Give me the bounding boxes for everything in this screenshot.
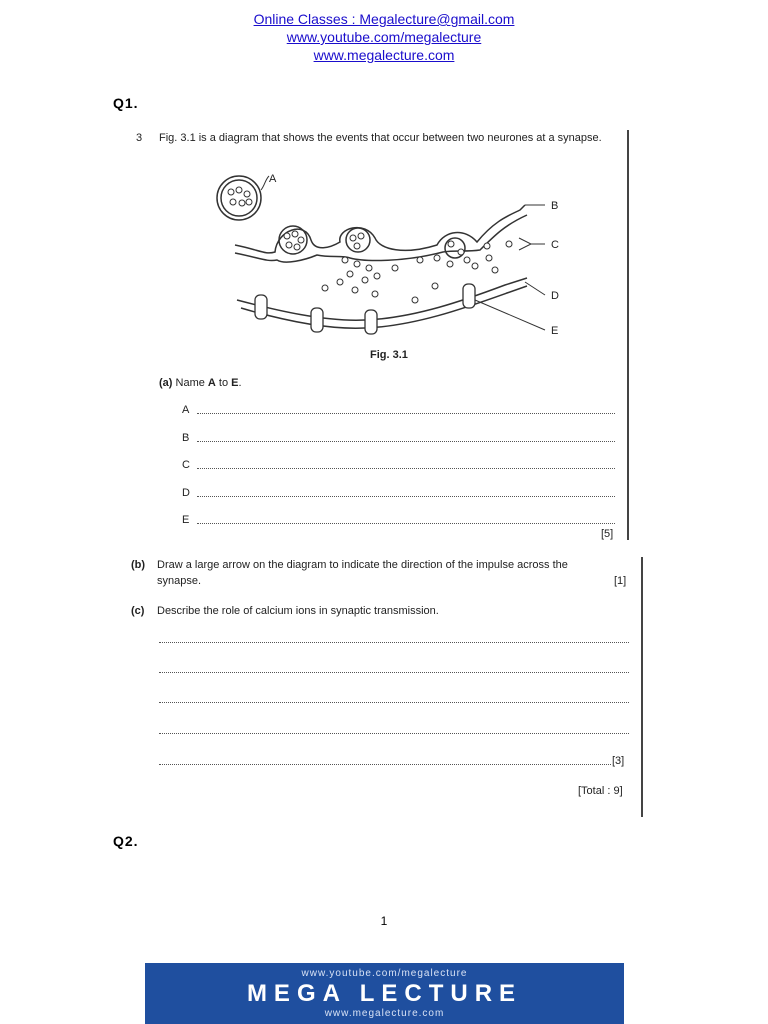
- answer-letter-c: C: [182, 459, 190, 471]
- label-b: B: [551, 200, 559, 212]
- synapse-diagram: [205, 160, 575, 345]
- part-b-line1: Draw a large arrow on the diagram to indicate the direction of the impulse across the: [157, 559, 568, 571]
- total-mark: [Total : 9]: [578, 785, 623, 797]
- youtube-link[interactable]: www.youtube.com/megalecture: [286, 29, 482, 45]
- answer-line-c2[interactable]: [159, 672, 629, 673]
- answer-letter-d: D: [182, 487, 190, 499]
- answer-line-a[interactable]: [197, 413, 615, 414]
- answer-letter-b: B: [182, 432, 190, 444]
- part-b-line2: synapse.: [157, 575, 202, 587]
- part-a-bold1: A: [207, 377, 216, 389]
- answer-line-c4[interactable]: [159, 733, 629, 734]
- part-b-tag: (b): [131, 559, 146, 571]
- email-link[interactable]: Online Classes : Megalecture@gmail.com: [253, 11, 515, 27]
- part-a-text-post: .: [238, 377, 242, 389]
- part-a-text-pre: Name: [175, 377, 208, 389]
- answer-line-c1[interactable]: [159, 642, 629, 643]
- part-c-mark: [3]: [612, 755, 625, 767]
- answer-line-c[interactable]: [197, 468, 615, 469]
- website-link[interactable]: www.megalecture.com: [313, 47, 455, 63]
- label-e: E: [551, 325, 559, 337]
- answer-line-e[interactable]: [197, 523, 615, 524]
- part-c-question: Describe the role of calcium ions in synaptic transmission.: [157, 605, 439, 617]
- banner-youtube: www.youtube.com/megalecture: [301, 968, 468, 979]
- q2-label: Q2.: [113, 833, 139, 849]
- part-c-tag: (c): [131, 605, 145, 617]
- answer-line-b[interactable]: [197, 441, 615, 442]
- header-links: [0, 10, 768, 64]
- part-a-text-mid: to: [215, 377, 232, 389]
- answer-line-d[interactable]: [197, 496, 615, 497]
- part-b-mark: [1]: [614, 575, 627, 587]
- answer-letter-a: A: [182, 404, 190, 416]
- banner-website: www.megalecture.com: [324, 1008, 445, 1019]
- part-a-tag: (a): [159, 377, 173, 389]
- q1-label: Q1.: [113, 95, 139, 111]
- label-d: D: [551, 290, 559, 302]
- label-a: A: [269, 173, 277, 185]
- question-number: 3: [136, 132, 143, 144]
- part-a-mark: [5]: [601, 528, 614, 540]
- fig-caption: Fig. 3.1: [370, 349, 408, 361]
- label-c: C: [551, 239, 559, 251]
- answer-letter-e: E: [182, 514, 190, 526]
- answer-line-c3[interactable]: [159, 702, 629, 703]
- mega-lecture-banner: [145, 963, 624, 1024]
- banner-title: MEGA LECTURE: [246, 980, 523, 1007]
- page-number: 1: [380, 914, 388, 928]
- margin-line-top: [627, 130, 629, 540]
- margin-line-bottom: [641, 557, 643, 817]
- answer-line-c5[interactable]: [159, 764, 611, 765]
- part-a-bold2: E: [231, 377, 239, 389]
- question-intro: Fig. 3.1 is a diagram that shows the events that occur between two neurones at a synapse.: [159, 132, 602, 144]
- part-a-question: [159, 377, 242, 389]
